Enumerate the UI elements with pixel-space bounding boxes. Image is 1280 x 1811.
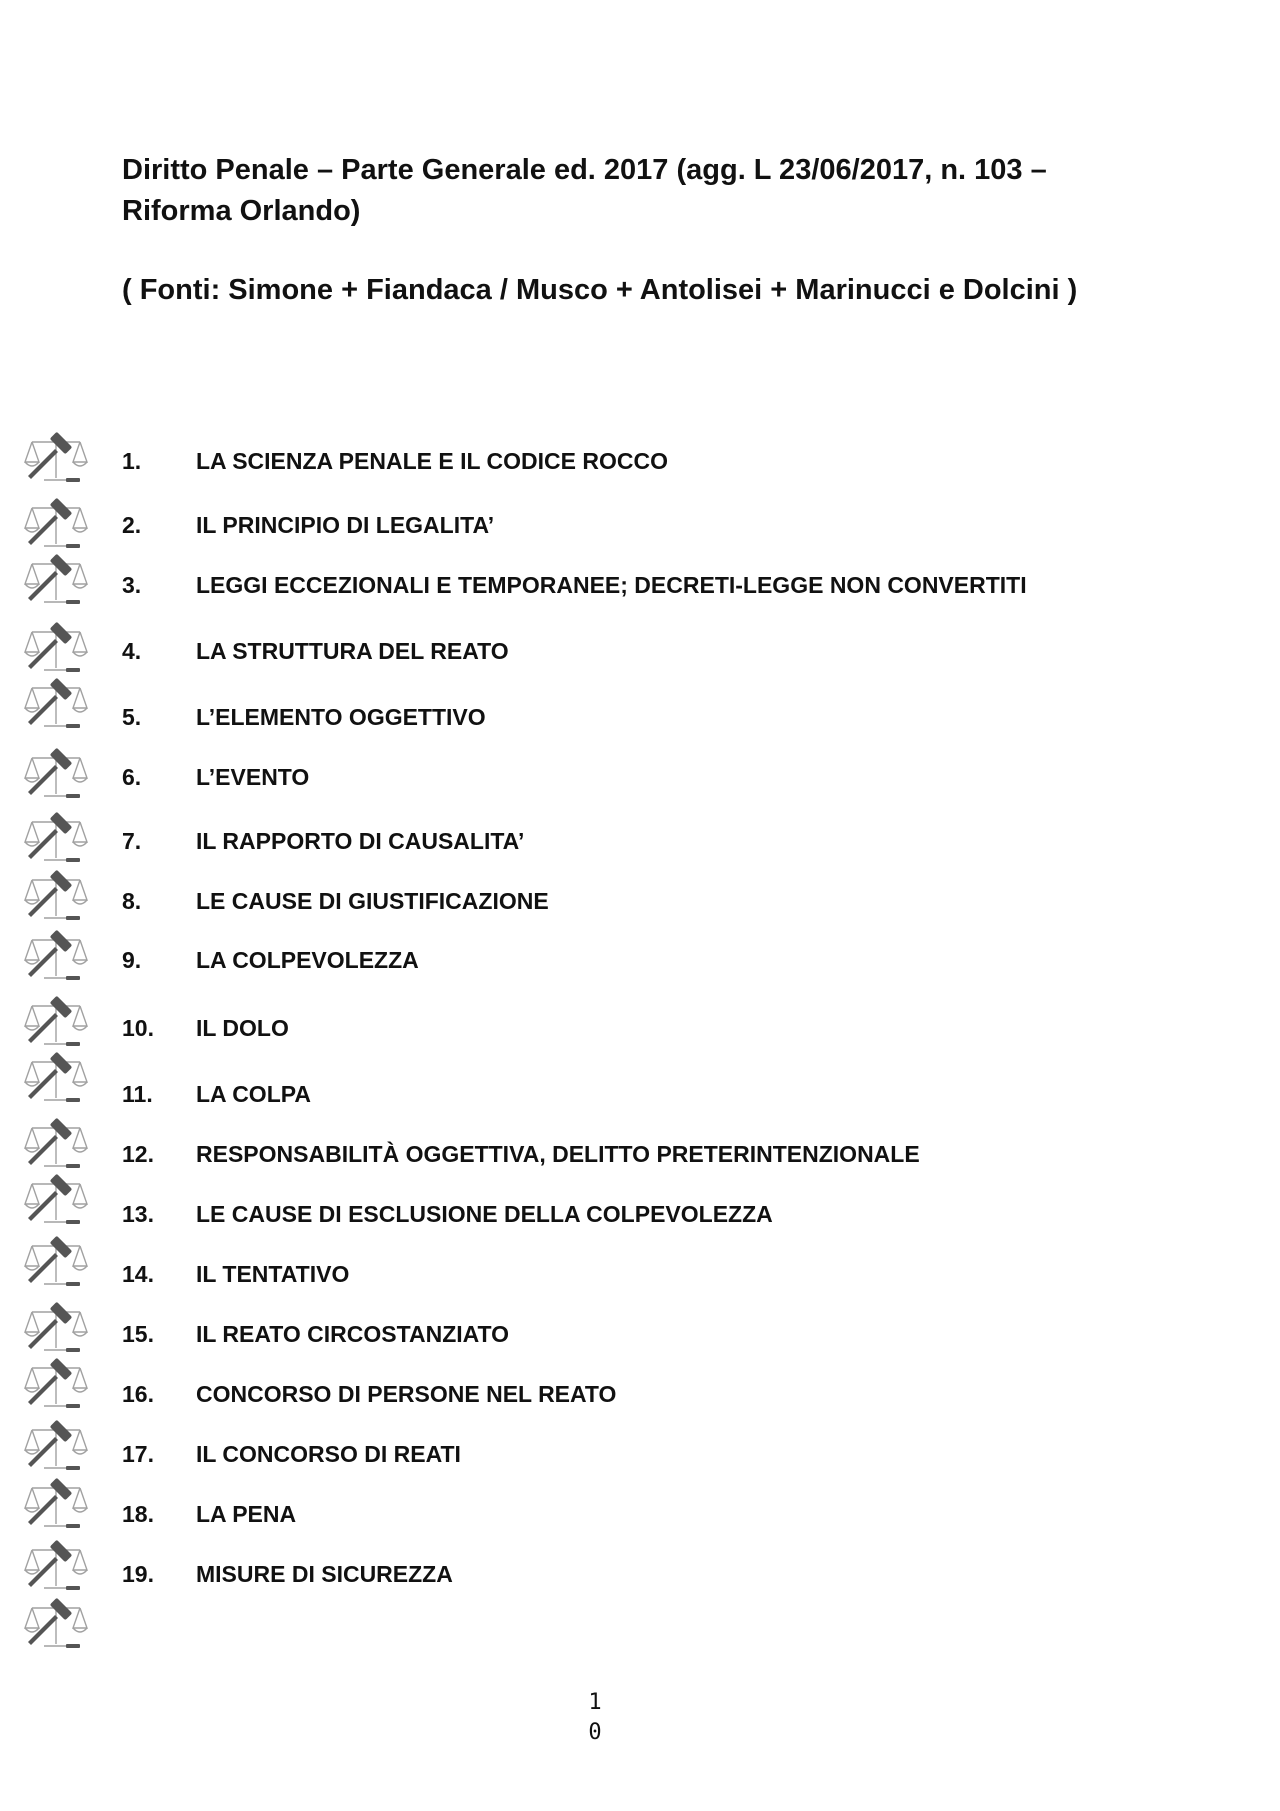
toc-item-number: 15. bbox=[122, 1321, 154, 1347]
toc-item bbox=[122, 1139, 1222, 1169]
toc-item-label: LA PENA bbox=[196, 1501, 297, 1527]
toc-item-number: 16. bbox=[122, 1381, 154, 1407]
toc-item-label: LE CAUSE DI ESCLUSIONE DELLA COLPEVOLEZZA bbox=[196, 1201, 773, 1227]
toc-item bbox=[122, 1559, 1222, 1589]
toc-item-number: 12. bbox=[122, 1141, 154, 1167]
toc-item bbox=[122, 1319, 1222, 1349]
toc-item-label: IL PRINCIPIO DI LEGALITA’ bbox=[196, 512, 495, 538]
toc-item-number: 14. bbox=[122, 1261, 154, 1287]
toc-item-label: IL REATO CIRCOSTANZIATO bbox=[196, 1321, 510, 1347]
toc-item bbox=[122, 886, 1222, 916]
toc-item-number: 5. bbox=[122, 704, 142, 730]
page-number-line-1: 1 bbox=[588, 1690, 602, 1715]
toc-item bbox=[122, 1439, 1222, 1469]
toc-item-label: L’EVENTO bbox=[196, 764, 310, 790]
toc-item-label: L’ELEMENTO OGGETTIVO bbox=[196, 704, 486, 730]
toc-item-label: CONCORSO DI PERSONE NEL REATO bbox=[196, 1381, 617, 1407]
toc-item bbox=[122, 1199, 1222, 1229]
toc-item bbox=[122, 945, 1222, 975]
toc-item bbox=[122, 446, 1222, 476]
toc-item-number: 17. bbox=[122, 1441, 154, 1467]
toc-item bbox=[122, 570, 1222, 600]
toc-item-number: 13. bbox=[122, 1201, 154, 1227]
toc-item bbox=[122, 826, 1222, 856]
toc-item bbox=[122, 1259, 1222, 1289]
toc-item-label: MISURE DI SICUREZZA bbox=[196, 1561, 453, 1587]
toc-item-label: RESPONSABILITÀ OGGETTIVA, DELITTO PRETERINTENZIONALE bbox=[196, 1141, 920, 1167]
toc-item-number: 11. bbox=[122, 1081, 153, 1107]
document-sources: ( Fonti: Simone + Fiandaca / Musco + Antolisei + Marinucci e Dolcini ) bbox=[122, 274, 1078, 306]
document-title: Diritto Penale – Parte Generale ed. 2017 (agg. L 23/06/2017, n. 103 – Riforma Orlando) bbox=[122, 154, 1047, 227]
toc-item-number: 9. bbox=[122, 947, 142, 973]
toc-item-label: LA COLPEVOLEZZA bbox=[196, 947, 419, 973]
toc-item-label: LA SCIENZA PENALE E IL CODICE ROCCO bbox=[196, 448, 668, 474]
toc-item-number: 19. bbox=[122, 1561, 154, 1587]
toc-item-number: 4. bbox=[122, 638, 142, 664]
toc-item-number: 6. bbox=[122, 764, 142, 790]
toc-item bbox=[122, 1499, 1222, 1529]
toc-item-number: 1. bbox=[122, 448, 142, 474]
toc-item-label: LE CAUSE DI GIUSTIFICAZIONE bbox=[196, 888, 549, 914]
toc-item-label: LA COLPA bbox=[196, 1081, 311, 1107]
toc-item bbox=[122, 510, 1222, 540]
toc-item-label: IL RAPPORTO DI CAUSALITA’ bbox=[196, 828, 525, 854]
toc-item-label: LEGGI ECCEZIONALI E TEMPORANEE; DECRETI-LEGGE NON CONVERTITI bbox=[196, 572, 1027, 598]
page-number-line-2: 0 bbox=[588, 1720, 602, 1745]
toc-item bbox=[122, 636, 1222, 666]
toc-item-number: 7. bbox=[122, 828, 142, 854]
page-number bbox=[580, 1688, 610, 1748]
toc-item bbox=[122, 1379, 1222, 1409]
toc-item-label: IL CONCORSO DI REATI bbox=[196, 1441, 461, 1467]
toc-item-label: LA STRUTTURA DEL REATO bbox=[196, 638, 509, 664]
toc-item bbox=[122, 1079, 1222, 1109]
toc-item bbox=[122, 1013, 1222, 1043]
toc-item-number: 8. bbox=[122, 888, 142, 914]
toc-item-number: 10. bbox=[122, 1015, 154, 1041]
toc-item bbox=[122, 762, 1222, 792]
toc-item-label: IL TENTATIVO bbox=[196, 1261, 350, 1287]
toc-item-number: 18. bbox=[122, 1501, 154, 1527]
toc-item-number: 3. bbox=[122, 572, 142, 598]
toc-item-number: 2. bbox=[122, 512, 142, 538]
toc-item bbox=[122, 702, 1222, 732]
toc-item-label: IL DOLO bbox=[196, 1015, 289, 1041]
